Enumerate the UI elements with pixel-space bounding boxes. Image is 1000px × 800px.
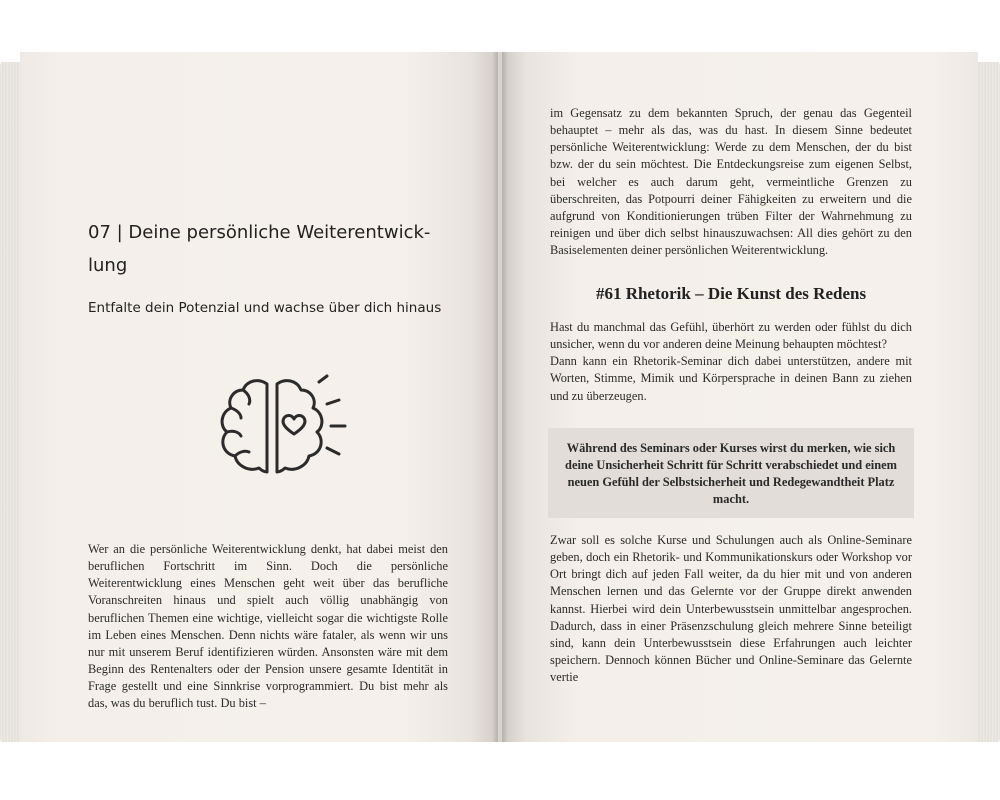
section-heading: #61 Rhetorik – Die Kunst des Redens <box>595 284 867 303</box>
callout-text: Während des Seminars oder Kurses wirst du merken, wie sich deine Unsicherheit Schritt für Schritt verabschiedet und einem neuen Gefühl der Selbstsicherheit und Redegewandtheit Platz macht. <box>565 441 897 507</box>
paragraph-question: Hast du manchmal das Gefühl, überhört zu werden oder fühlst du dich unsicher, wenn du vor anderen deine Meinung behaupten möchtest? <box>550 320 912 352</box>
chapter-title: 07 | Deine persönliche Weiterentwick-lung <box>88 222 431 276</box>
right-page-intro-paragraphs <box>550 319 912 405</box>
brain-heart-icon <box>205 368 355 488</box>
right-page-body-text: Zwar soll es solche Kurse und Schulungen auch als Online-Seminare geben, doch ein Rhetorik- und Kommunikationskurs oder Workshop vor Ort bringt dich auf jeden Fall weiter, da du hier mit und von anderen Menschen lernen und das Gelernte vor der Gruppe direkt anwenden kannst. Hierbei wird dein Unterbewusstsein unmittelbar angesprochen. Dadurch, dass in einer Präsenzschulung gleich mehrere Sinne beteiligt sind, kann dein Unterbewusstsein diese Erfahrungen auch leichter speichern. Dennoch können Bücher und Online-Seminare das Gelernte vertie <box>550 533 912 685</box>
paragraph-seminar: Dann kann ein Rhetorik-Seminar dich dabei unterstützen, andere mit Worten, Stimme, Mimik und Körpersprache in deinen Bann zu ziehen und zu überzeugen. <box>550 354 912 403</box>
callout-box <box>548 428 914 518</box>
chapter-subtitle: Entfalte dein Potenzial und wachse über dich hinaus <box>88 300 442 316</box>
right-page-edges <box>976 62 1000 742</box>
book-spine <box>492 52 508 742</box>
left-page-body-text: Wer an die persönliche Weiterentwicklung denkt, hat dabei meist den beruflichen Fortschritt im Sinn. Doch die persönliche Weiterentwicklung eines Menschen geht weit über das berufliche Voranschreiten hinaus und spielt auch völlig unabhängig von beruflichen Themen eine wichtige, vielleicht sogar die wichtigste Rolle im Leben eines Menschen. Denn nichts wäre fataler, als wenn wir uns nur mit unserem Beruf identifizieren würden. Ansonsten wäre mit dem Beginn des Rentenalters oder der Pension unsere gesamte Identität in Frage gestellt und eine Sinnkrise vorprogrammiert. Du bist mehr als das, was du beruflich tust. Du bist – <box>88 542 448 711</box>
right-page-intro-text: im Gegensatz zu dem bekannten Spruch, der genau das Gegenteil behauptet – mehr als das, was du hast. In diesem Sinne bedeutet persönliche Weiterentwicklung: Werde zu dem Menschen, der du bist bzw. der du sein möchtest. Die Entdeckungsreise zum eigenen Selbst, bei welcher es auch darum geht, vermeintliche Grenzen zu überschreiten, das Potpourri deiner Fähigkeiten zu erweitern und die aufgrund von Konditionierungen trüben Filter der Wahrnehmung zu reinigen und über dich selbst hinauszuwachsen: All dies gehört zu den Basiselementen deiner persönlichen Weiterentwicklung. <box>550 106 912 258</box>
